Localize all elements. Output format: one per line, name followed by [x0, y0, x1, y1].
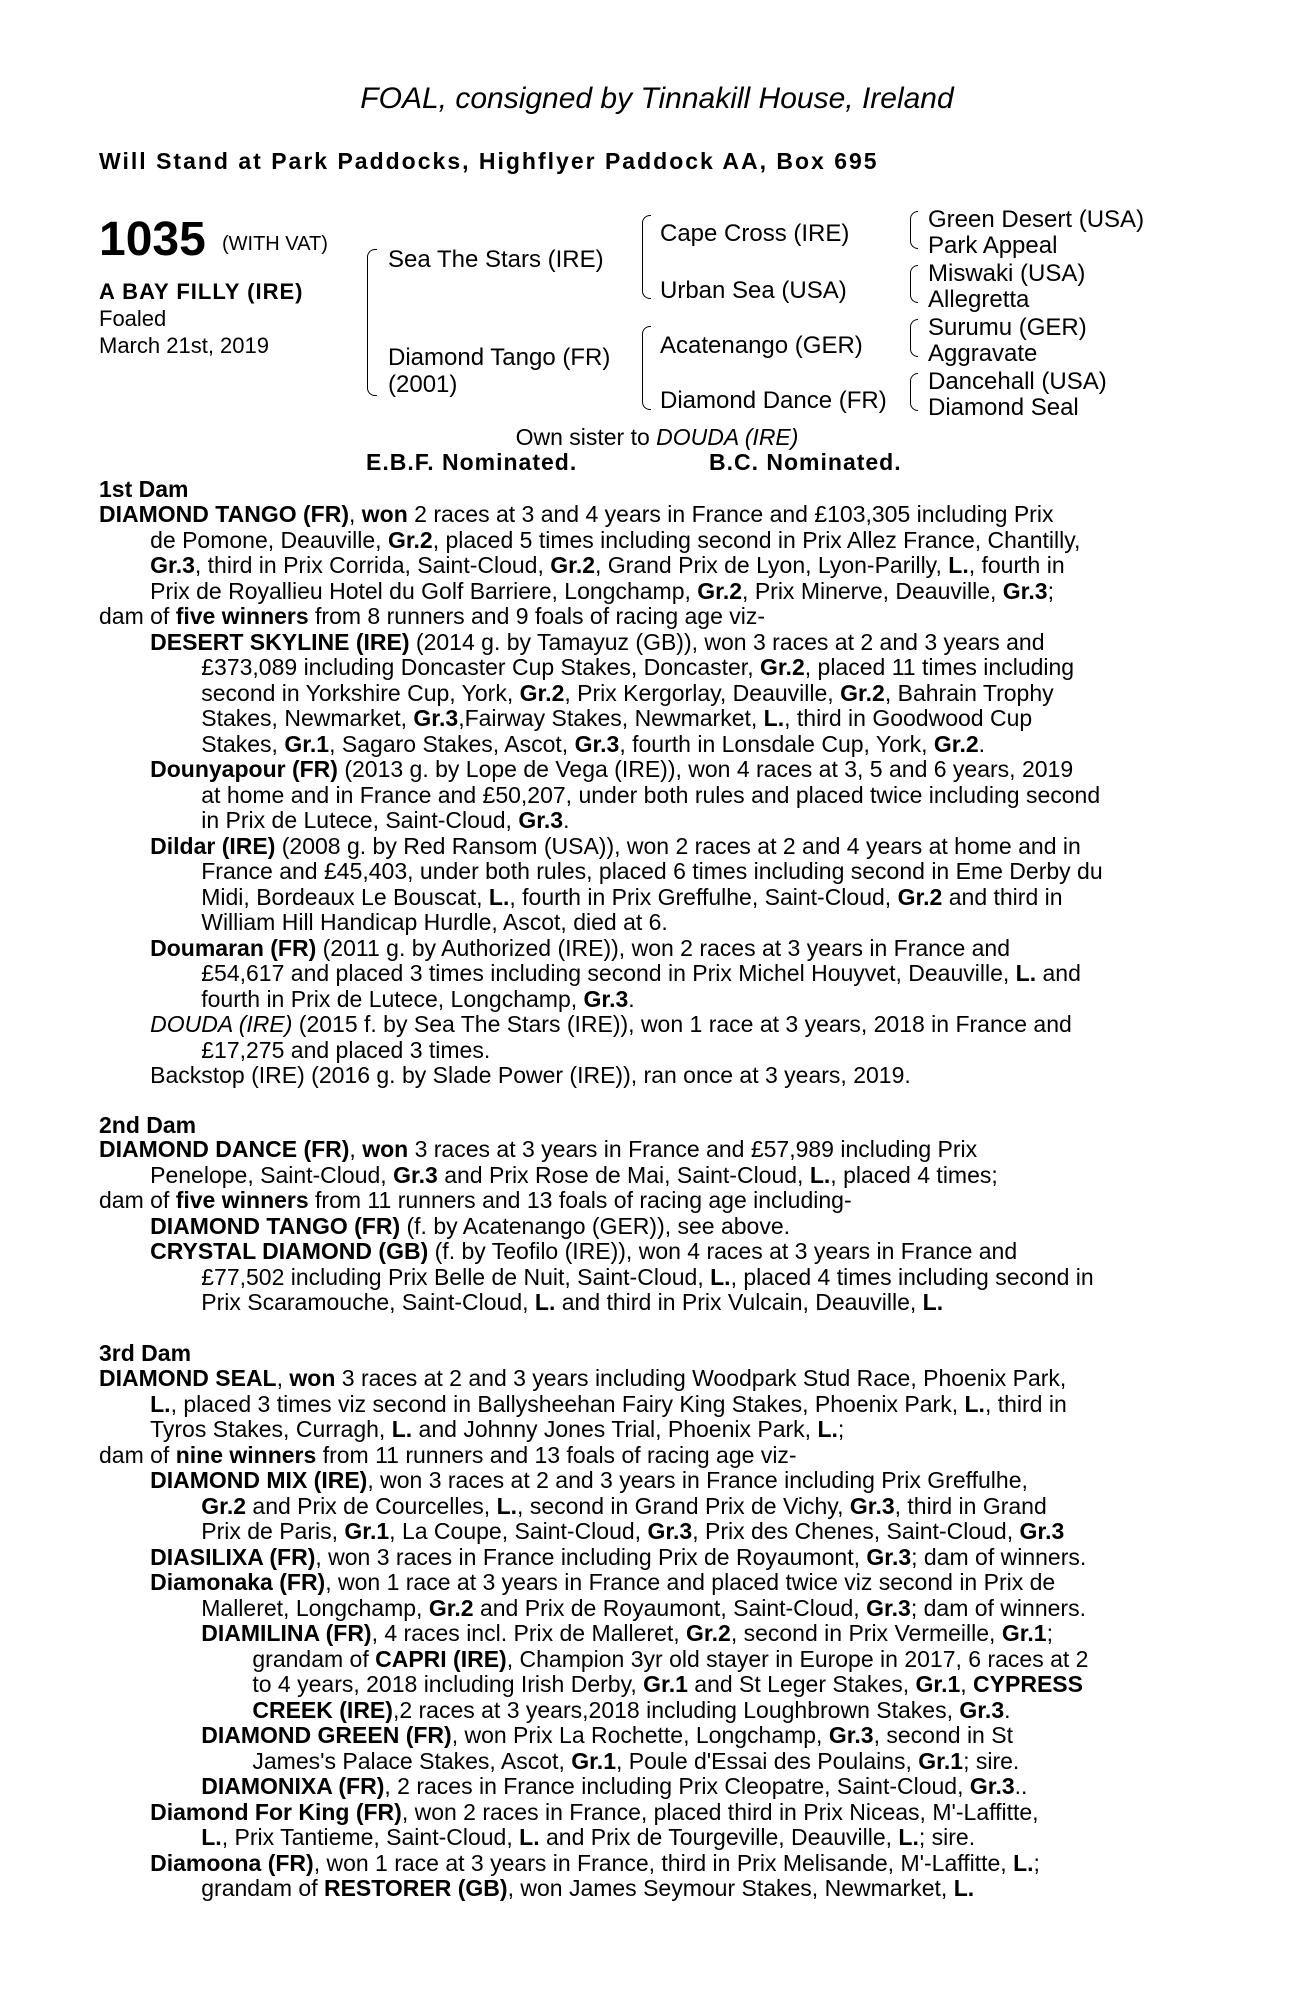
ebf-nominated: E.B.F. Nominated. — [366, 449, 578, 475]
lot-description: A BAY FILLY (IRE) — [99, 279, 304, 304]
first-dam-heading: 1st Dam — [99, 476, 189, 502]
pedigree-ggp-5: Surumu (GER) — [928, 314, 1087, 341]
third-dam-heading: 3rd Dam — [99, 1340, 192, 1366]
pedigree-dam: Diamond Tango (FR) — [388, 344, 611, 371]
sister-note: Own sister to DOUDA (IRE) — [515, 424, 799, 450]
pedigree-brace-main — [367, 249, 377, 396]
pedigree-sire: Sea The Stars (IRE) — [388, 246, 604, 273]
lot-number: 1035 — [99, 213, 206, 266]
catalogue-header: FOAL, consigned by Tinnakill House, Ireland — [360, 82, 954, 115]
pedigree-ggp-3: Miswaki (USA) — [928, 260, 1086, 287]
third-dam-text: DIAMOND SEAL, won 3 races at 2 and 3 years including Woodpark Stud Race, Phoenix Park, L., placed 3 times viz second in Ballysheehan Fairy King Stakes, Phoenix Park, L., third in Tyros Stakes, Curragh, L. and Johnny Jones Trial, Phoenix Park, L.; dam of nine winners from 11 runners and 13 foals of racing age viz- DIAMOND MIX (IRE), won 3 races at 2 and 3 years in France including Prix Greffulhe, Gr.2 and Prix de Courcelles, L., second in Grand Prix de Vichy, Gr.3, third in Grand Prix de Paris, Gr.1, La Coupe, Saint-Cloud, Gr.3, Prix des Chenes, Saint-Cloud, Gr.3 DIASILIXA (FR), won 3 races in France including Prix de Royaumont, Gr.3; dam of winners. Diamonaka (FR), won 1 race at 3 years in France and placed twice viz second in Prix de Malleret, Longchamp, Gr.2 and Prix de Royaumont, Saint-Cloud, Gr.3; dam of winners. DIAMILINA (FR), 4 races incl. Prix de Malleret, Gr.2, second in Prix Vermeille, Gr.1; grandam of CAPRI (IRE), Champion 3yr old stayer in Europe in 2017, 6 races at 2 to 4 years, 2018 including Irish Derby, Gr.1 and St Leger Stakes, Gr.1, CYPRESS CREEK (IRE),2 races at 3 years,2018 including Loughbrown Stakes, Gr.3. DIAMOND GREEN (FR), won Prix La Rochette, Longchamp, Gr.3, second in St James's Palace Stakes, Ascot, Gr.1, Poule d'Essai des Poulains, Gr.1; sire. DIAMONIXA (FR), 2 races in France including Prix Cleopatre, Saint-Cloud, Gr.3.. Diamond For King (FR), won 2 races in France, placed third in Prix Niceas, M'-Laffitte, L., Prix Tantieme, Saint-Cloud, L. and Prix de Tourgeville, Deauville, L.; sire. Diamoona (FR), won 1 race at 3 years in France, third in Prix Melisande, M'-Laffitte, L.; grandam of RESTORER (GB), won James Seymour Stakes, Newmarket, L. — [99, 1365, 1089, 1901]
first-dam-text: DIAMOND TANGO (FR), won 2 races at 3 and 4 years in France and £103,305 including Prix de Pomone, Deauville, Gr.2, placed 5 times including second in Prix Allez France, Chantilly, Gr.3, third in Prix Corrida, Saint-Cloud, Gr.2, Grand Prix de Lyon, Lyon-Parilly, L., fourth in Prix de Royallieu Hotel du Golf Barriere, Longchamp, Gr.2, Prix Minerve, Deauville, Gr.3; dam of five winners from 8 runners and 9 foals of racing age viz- DESERT SKYLINE (IRE) (2014 g. by Tamayuz (GB)), won 3 races at 2 and 3 years and £373,089 including Doncaster Cup Stakes, Doncaster, Gr.2, placed 11 times including second in Yorkshire Cup, York, Gr.2, Prix Kergorlay, Deauville, Gr.2, Bahrain Trophy Stakes, Newmarket, Gr.3,Fairway Stakes, Newmarket, L., third in Goodwood Cup Stakes, Gr.1, Sagaro Stakes, Ascot, Gr.3, fourth in Lonsdale Cup, York, Gr.2. Dounyapour (FR) (2013 g. by Lope de Vega (IRE)), won 4 races at 3, 5 and 6 years, 2019 at home and in France and £50,207, under both rules and placed twice including second in Prix de Lutece, Saint-Cloud, Gr.3. Dildar (IRE) (2008 g. by Red Ransom (USA)), won 2 races at 2 and 4 years at home and in France and £45,403, under both rules, placed 6 times including second in Eme Derby du Midi, Bordeaux Le Bouscat, L., fourth in Prix Greffulhe, Saint-Cloud, Gr.2 and third in William Hill Handicap Hurdle, Ascot, died at 6. Doumaran (FR) (2011 g. by Authorized (IRE)), won 2 races at 3 years in France and £54,617 and placed 3 times including second in Prix Michel Houyvet, Deauville, L. and fourth in Prix de Lutece, Longchamp, Gr.3. DOUDA (IRE) (2015 f. by Sea The Stars (IRE)), won 1 race at 3 years, 2018 in France and £17,275 and placed 3 times. Backstop (IRE) (2016 g. by Slade Power (IRE)), ran once at 3 years, 2019. — [99, 501, 1103, 1088]
foaled-date: March 21st, 2019 — [99, 333, 269, 358]
pedigree-ggp-6: Aggravate — [928, 340, 1038, 367]
foaled-label: Foaled — [99, 306, 167, 331]
pedigree-dam-dam: Diamond Dance (FR) — [660, 387, 887, 414]
pedigree-ggp-8: Diamond Seal — [928, 394, 1079, 421]
pedigree-dam-year: (2001) — [388, 371, 458, 398]
pedigree-brace-sire — [642, 215, 651, 299]
pedigree-ggp-2: Park Appeal — [928, 232, 1058, 259]
pedigree-sire-dam: Urban Sea (USA) — [660, 277, 847, 304]
pedigree-ggp-4: Allegretta — [928, 286, 1030, 313]
vat-label: (WITH VAT) — [222, 233, 328, 255]
pedigree-brace-ggp3 — [910, 319, 918, 357]
pedigree-brace-ggp4 — [910, 373, 918, 411]
stand-location: Will Stand at Park Paddocks, Highflyer Paddock AA, Box 695 — [99, 148, 879, 174]
pedigree-brace-ggp1 — [910, 211, 918, 249]
pedigree-brace-dam — [642, 326, 651, 410]
sister-name: DOUDA (IRE) — [656, 424, 799, 450]
pedigree-sire-sire: Cape Cross (IRE) — [660, 220, 850, 247]
pedigree-brace-ggp2 — [910, 265, 918, 303]
second-dam-heading: 2nd Dam — [99, 1112, 197, 1138]
pedigree-dam-sire: Acatenango (GER) — [660, 332, 863, 359]
bc-nominated: B.C. Nominated. — [709, 449, 902, 475]
pedigree-ggp-7: Dancehall (USA) — [928, 368, 1107, 395]
pedigree-ggp-1: Green Desert (USA) — [928, 206, 1145, 233]
second-dam-text: DIAMOND DANCE (FR), won 3 races at 3 years in France and £57,989 including Prix Penelope, Saint-Cloud, Gr.3 and Prix Rose de Mai, Saint-Cloud, L., placed 4 times; dam of five winners from 11 runners and 13 foals of racing age including- DIAMOND TANGO (FR) (f. by Acatenango (GER)), see above. CRYSTAL DIAMOND (GB) (f. by Teofilo (IRE)), won 4 races at 3 years in France and £77,502 including Prix Belle de Nuit, Saint-Cloud, L., placed 4 times including second in Prix Scaramouche, Saint-Cloud, L. and third in Prix Vulcain, Deauville, L. — [99, 1136, 1094, 1315]
